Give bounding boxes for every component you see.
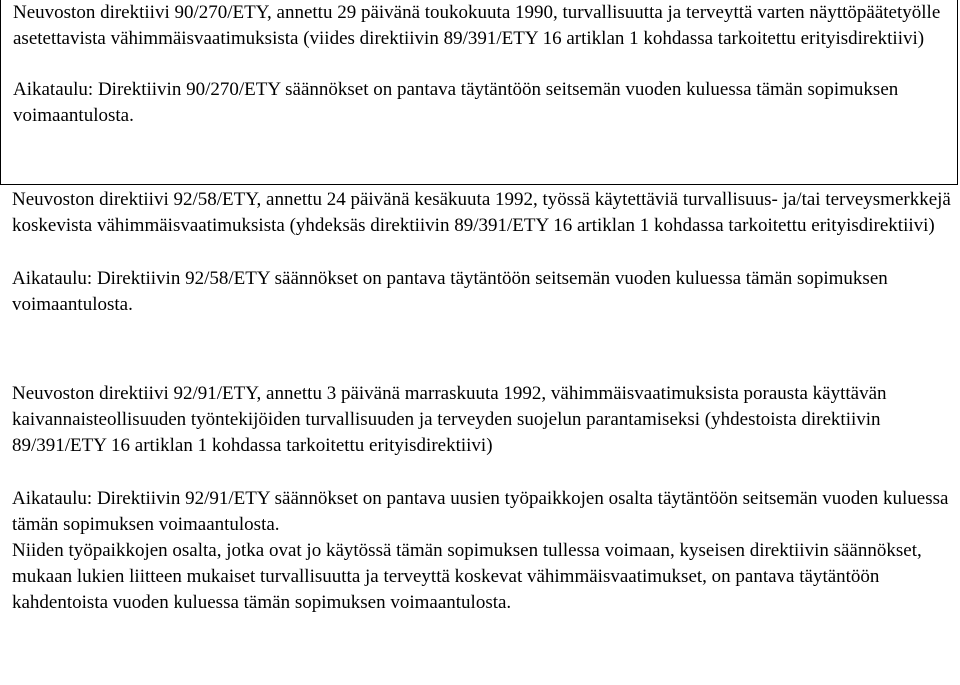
- directive-schedule: Aikataulu: Direktiivin 90/270/ETY säännökset on pantava täytäntöön seitsemän vuoden kuluessa tämän sopimuksen voimaantulosta.: [13, 79, 899, 126]
- directive-schedule: Aikataulu: Direktiivin 92/91/ETY säännökset on pantava uusien työpaikkojen osalta täytäntöön seitsemän vuoden kuluessa tämän sopimuksen voimaantulosta.: [12, 488, 949, 535]
- directive-transition-note: Niiden työpaikkojen osalta, jotka ovat jo käytössä tämän sopimuksen tullessa voimaan, kyseisen direktiivin säännökset, mukaan lukien liitteen mukaiset turvallisuutta ja terveyttä koskevat vähimmäisvaatimukset, on pantava täytäntöön kahdentoista vuoden kuluessa tämän sopimuksen voimaantulosta.: [12, 540, 922, 613]
- directive-entry: [0, 187, 958, 352]
- directive-title: Neuvoston direktiivi 92/58/ETY, annettu 24 päivänä kesäkuuta 1992, työssä käytettäviä turvallisuus- ja/tai terveysmerkkejä koskevista vähimmäisvaatimuksista (yhdeksäs direktiivin 89/391/ETY 16 artiklan 1 kohdassa tarkoitettu erityisdirektiivi): [12, 189, 951, 236]
- directive-schedule: Aikataulu: Direktiivin 92/58/ETY säännökset on pantava täytäntöön seitsemän vuoden kuluessa tämän sopimuksen voimaantulosta.: [12, 268, 888, 315]
- directive-title: Neuvoston direktiivi 90/270/ETY, annettu 29 päivänä toukokuuta 1990, turvallisuutta ja terveyttä varten näyttöpäätetyölle asetettavista vähimmäisvaatimuksista (viides direktiivin 89/391/ETY 16 artiklan 1 kohdassa tarkoitettu erityisdirektiivi): [13, 2, 941, 49]
- directive-title: Neuvoston direktiivi 92/91/ETY, annettu 3 päivänä marraskuuta 1992, vähimmäisvaatimuksista porausta käyttävän kaivannaisteollisuuden työntekijöiden turvallisuuden ja terveyden suojelun parantamiseksi (yhdestoista direktiivin 89/391/ETY 16 artiklan 1 kohdassa tarkoitettu erityisdirektiivi): [12, 383, 887, 456]
- directive-entry: [0, 381, 958, 681]
- directive-entry: [0, 0, 958, 185]
